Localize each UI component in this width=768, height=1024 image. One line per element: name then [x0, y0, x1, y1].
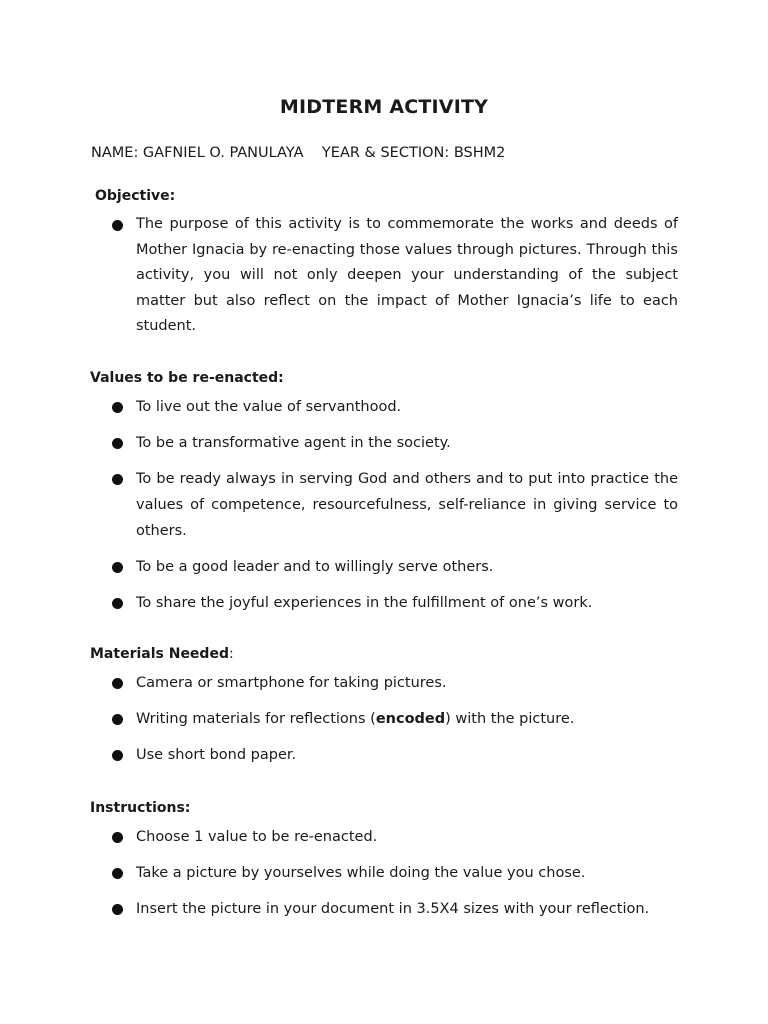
- values-heading: Values to be re-enacted:: [90, 370, 284, 386]
- bullet-icon: [112, 904, 123, 915]
- bullet-icon: [112, 438, 123, 449]
- value-text: To be ready always in serving God and others and to put into practice the values of competence, resourcefulness, self-reliance in giving service to others.: [136, 471, 678, 539]
- instruction-text: Take a picture by yourselves while doing the value you chose.: [136, 865, 586, 881]
- materials-heading: [90, 646, 234, 662]
- bullet-icon: [112, 832, 123, 843]
- bullet-icon: [112, 474, 123, 485]
- materials-heading-colon: :: [228, 646, 234, 662]
- bullet-icon: [112, 220, 123, 231]
- list-item: [110, 212, 678, 340]
- name-and-section-line: NAME: GAFNIEL O. PANULAYA YEAR & SECTION: BSHM2: [91, 145, 506, 161]
- material-bold-word: encoded: [375, 711, 446, 727]
- objective-heading: Objective:: [95, 188, 176, 204]
- list-item: [110, 860, 678, 886]
- document-title: MIDTERM ACTIVITY: [279, 96, 489, 118]
- material-text: Camera or smartphone for taking pictures.: [136, 675, 447, 691]
- list-item: [110, 554, 678, 580]
- list-item: [110, 590, 678, 616]
- bullet-icon: [112, 598, 123, 609]
- instructions-heading: Instructions:: [90, 800, 191, 816]
- bullet-icon: [112, 402, 123, 413]
- material-text: Use short bond paper.: [136, 747, 297, 763]
- material-text-tail: ) with the picture.: [445, 711, 575, 727]
- value-text: To live out the value of servanthood.: [136, 399, 402, 415]
- bullet-icon: [112, 868, 123, 879]
- objective-text: The purpose of this activity is to commemorate the works and deeds of Mother Ignacia by re-enacting those values through pictures. Through this activity, you will not only deepen your understanding of the subject matter but also reflect on the impact of Mother Ignacia’s life to each student.: [136, 216, 678, 334]
- list-item: [110, 394, 678, 420]
- list-item: [110, 706, 678, 732]
- bullet-icon: [112, 714, 123, 725]
- instruction-text: Choose 1 value to be re-enacted.: [136, 829, 378, 845]
- instructions-list: [110, 824, 678, 932]
- list-item: [110, 742, 678, 768]
- value-text: To be a good leader and to willingly serve others.: [136, 559, 494, 575]
- materials-list: [110, 670, 678, 778]
- materials-heading-label: Materials Needed: [90, 646, 229, 662]
- material-text: Writing materials for reflections (: [136, 711, 376, 727]
- bullet-icon: [112, 562, 123, 573]
- values-list: [110, 394, 678, 626]
- list-item: [110, 430, 678, 456]
- list-item: [110, 466, 678, 544]
- bullet-icon: [112, 678, 123, 689]
- instruction-text: Insert the picture in your document in 3.5X4 sizes with your reflection.: [136, 901, 650, 917]
- list-item: [110, 824, 678, 850]
- value-text: To be a transformative agent in the society.: [136, 435, 451, 451]
- list-item: [110, 670, 678, 696]
- value-text: To share the joyful experiences in the fulfillment of one’s work.: [136, 595, 593, 611]
- list-item: [110, 896, 678, 922]
- objective-list: [110, 212, 678, 340]
- bullet-icon: [112, 750, 123, 761]
